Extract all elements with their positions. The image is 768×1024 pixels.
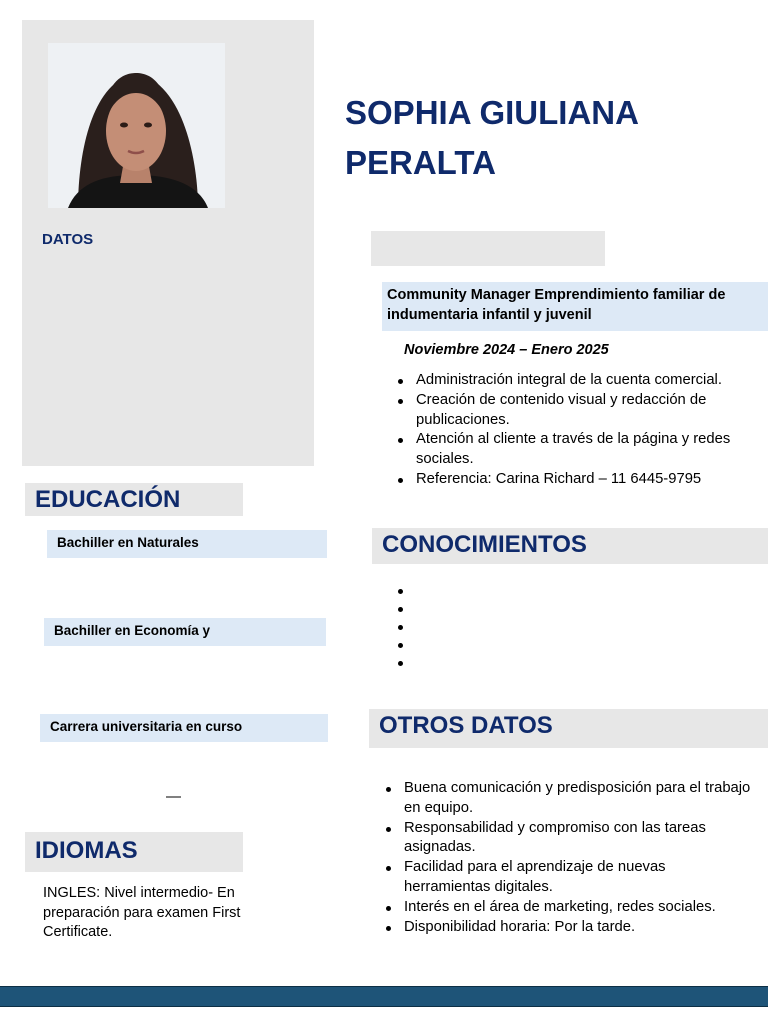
profile-photo	[48, 43, 225, 208]
education-heading: EDUCACIÓN	[25, 483, 243, 516]
list-item: Facilidad para el aprendizaje de nuevas herramientas digitales.	[382, 858, 752, 898]
languages-heading: IDIOMAS	[25, 832, 243, 872]
other-bullet-list	[382, 779, 752, 937]
list-item	[394, 653, 594, 671]
education-item: Bachiller en Economía y	[44, 618, 326, 646]
languages-text: INGLES: Nivel intermedio- En preparación para examen First Certificate.	[43, 885, 241, 940]
job-dates: Noviembre 2024 – Enero 2025	[404, 342, 609, 358]
knowledge-bullet-list	[394, 581, 594, 671]
footer-bar	[0, 986, 768, 1007]
list-item: Administración integral de la cuenta comercial.	[394, 371, 764, 391]
list-item	[394, 599, 594, 617]
list-item	[394, 635, 594, 653]
knowledge-heading: CONOCIMIENTOS	[372, 528, 768, 564]
education-item: Bachiller en Naturales	[47, 530, 327, 558]
education-dash: —	[166, 788, 181, 805]
list-item	[394, 581, 594, 599]
experience-heading-box	[371, 231, 605, 266]
list-item: Responsabilidad y compromiso con las tareas asignadas.	[382, 819, 752, 859]
other-heading: OTROS DATOS	[369, 709, 768, 748]
list-item	[394, 617, 594, 635]
datos-label: DATOS	[42, 231, 94, 248]
list-item: Referencia: Carina Richard – 11 6445-9795	[394, 470, 764, 490]
education-item: Carrera universitaria en curso	[40, 714, 328, 742]
job-title: Community Manager Emprendimiento familiar de indumentaria infantil y juvenil	[382, 282, 768, 331]
list-item: Atención al cliente a través de la página y redes sociales.	[394, 430, 764, 470]
list-item: Buena comunicación y predisposición para el trabajo en equipo.	[382, 779, 752, 819]
job-bullet-list	[394, 371, 764, 490]
profile-photo-illustration	[48, 43, 225, 208]
list-item: Disponibilidad horaria: Por la tarde.	[382, 918, 752, 938]
list-item: Interés en el área de marketing, redes sociales.	[382, 898, 752, 918]
list-item: Creación de contenido visual y redacción de publicaciones.	[394, 391, 764, 431]
candidate-name: SOPHIA GIULIANA PERALTA	[345, 94, 638, 181]
